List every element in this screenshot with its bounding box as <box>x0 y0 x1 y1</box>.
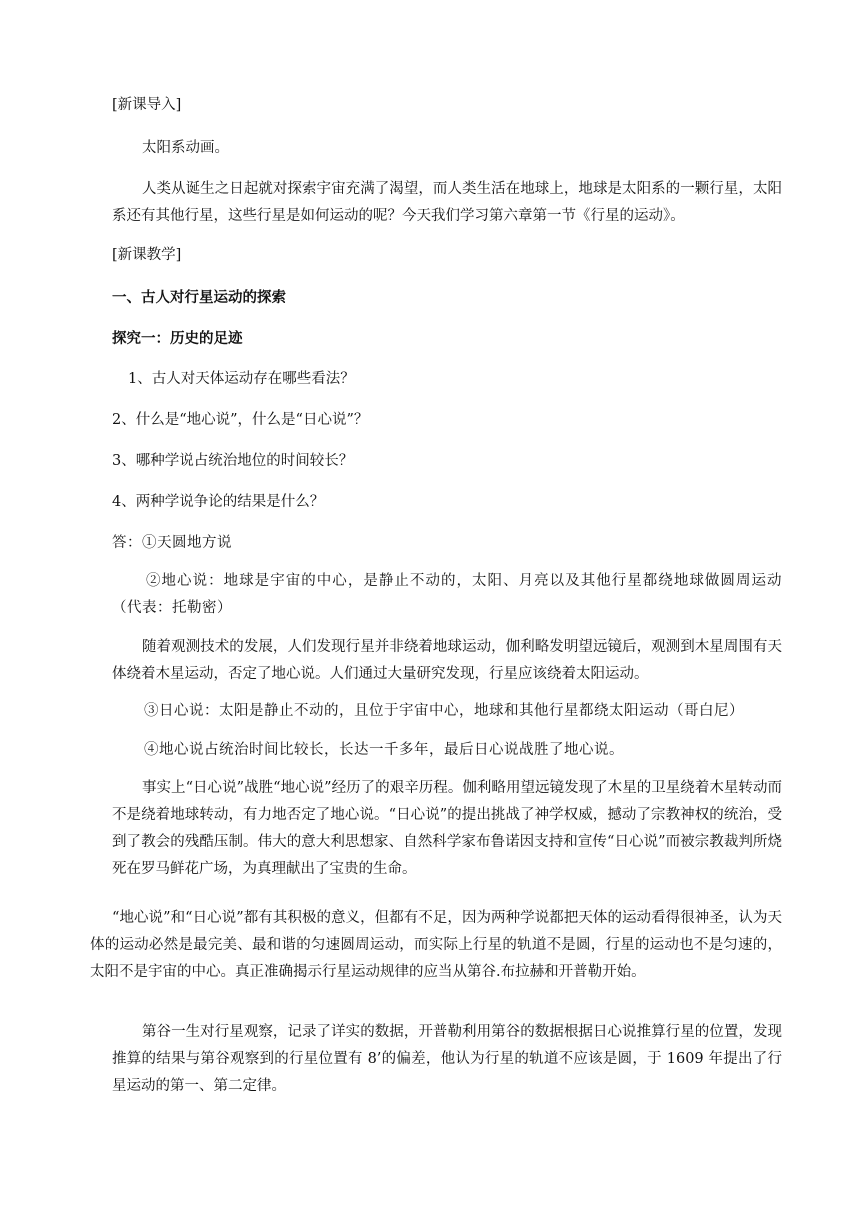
question-4: 4、两种学说争论的结果是什么？ <box>112 494 325 510</box>
answer-2: ②地心说：地球是宇宙的中心，是静止不动的，太阳、月亮以及其他行星都绕地球做圆周运动（代表：托勒密） <box>112 573 782 616</box>
answer-4: ④地心说占统治时间比较长，长达一千多年，最后日心说战胜了地心说。 <box>144 742 624 758</box>
section-teach-heading: [新课教学] <box>112 247 182 263</box>
intro-paragraph: 人类从诞生之日起就对探索宇宙充满了渴望，而人类生活在地球上，地球是太阳系的一颗行星，太阳系还有其他行星，这些行星是如何运动的呢？今天我们学习第六章第一节《行星的运动》。 <box>112 181 782 224</box>
kepler-paragraph: 第谷一生对行星观察，记录了详实的数据，开普勒利用第谷的数据根据日心说推算行星的位置，发现推算的结果与第谷观察到的行星位置有 8’的偏差，他认为行星的轨道不应该是圆，于 1609 年提出了行星运动的第一、第二定律。 <box>112 1024 782 1094</box>
explore1-heading: 探究一：历史的足迹 <box>112 330 243 347</box>
question-1: 1、古人对天体运动存在哪些看法？ <box>128 371 355 387</box>
part1-heading: 一、古人对行星运动的探索 <box>112 289 286 306</box>
section-intro-heading: [新课导入] <box>112 97 182 113</box>
question-2: 2、什么是“地心说”，什么是“日心说”？ <box>112 412 369 428</box>
significance-paragraph: “地心说”和“日心说”都有其积极的意义，但都有不足，因为两种学说都把天体的运动看得很神圣，认为天体的运动必然是最完美、最和谐的匀速圆周运动，而实际上行星的轨道不是圆，行星的运动也不是匀速的，太阳不是宇宙的中心。真正准确揭示行星运动规律的应当从第谷.布拉赫和开普勒开始。 <box>90 910 782 980</box>
answer-1: 答：①天圆地方说 <box>112 535 232 551</box>
intro-animation: 太阳系动画。 <box>142 140 229 156</box>
telescope-paragraph: 随着观测技术的发展，人们发现行星并非绕着地球运动，伽利略发明望远镜后，观测到木星周围有天体绕着木星运动，否定了地心说。人们通过大量研究发现，行星应该绕着太阳运动。 <box>112 639 782 682</box>
history-paragraph: 事实上“日心说”战胜“地心说”经历了的艰辛历程。伽利略用望远镜发现了木星的卫星绕着木星转动而不是绕着地球转动，有力地否定了地心说。“日心说”的提出挑战了神学权威，撼动了宗教神权的统治，受到了教会的残酷压制。伟大的意大利思想家、自然科学家布鲁诺因支持和宣传“日心说”而被宗教裁判所烧死在罗马鲜花广场，为真理献出了宝贵的生命。 <box>112 780 782 877</box>
answer-3: ③日心说：太阳是静止不动的，且位于宇宙中心，地球和其他行星都绕太阳运动（哥白尼） <box>144 703 744 719</box>
question-3: 3、哪种学说占统治地位的时间较长？ <box>112 453 354 469</box>
